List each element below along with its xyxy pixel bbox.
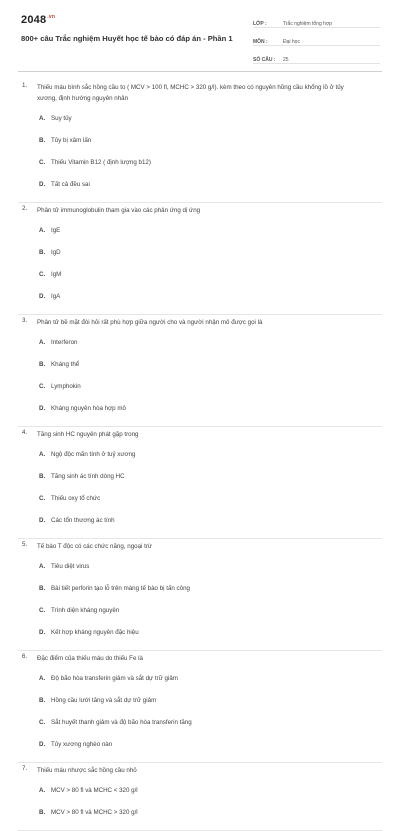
meta-label: MÔN : (253, 39, 268, 45)
option-c[interactable] (39, 492, 211, 506)
question-text: Thiếu máu bình sắc hồng cầu to ( MCV > 100 fl, MCHC > 320 g/l). kèm theo có nguyên hồng cầu khổng lồ ở tủy xương, định hướng nguyên nhân (37, 84, 344, 102)
option-text: IgD (51, 249, 61, 256)
site-logo[interactable] (21, 14, 55, 26)
option-a[interactable] (39, 336, 211, 350)
option-letter: A. (39, 787, 46, 794)
option-b[interactable] (39, 582, 211, 596)
option-c[interactable] (39, 156, 211, 170)
option-d[interactable] (39, 402, 211, 416)
question-number: 1. (22, 82, 28, 89)
option-letter: A. (39, 563, 46, 570)
option-text: Tất cả đều sai (51, 181, 90, 188)
document-title: 800+ câu Trắc nghiệm Huyết học tế bào có đáp án - Phần 1 (21, 34, 233, 43)
question-text: Đặc điểm của thiếu máu do thiếu Fe là (37, 655, 143, 662)
option-text: Sắt huyết thanh giảm và độ bão hòa transferin tăng (51, 719, 192, 726)
option-text: Kháng thể (51, 361, 80, 368)
option-text: MCV > 80 fl và MCHC < 320 g/l (51, 787, 138, 794)
option-letter: D. (39, 181, 46, 188)
option-text: Hồng cầu lưới tăng và sắt dự trữ giảm (51, 697, 157, 704)
meta-label: SỐ CÂU : (253, 57, 276, 63)
meta-value: Trắc nghiệm tổng hợp (283, 21, 332, 27)
option-letter: B. (39, 697, 46, 704)
question-number: 4. (22, 429, 28, 436)
option-text: IgE (51, 227, 61, 234)
question-list (0, 80, 400, 831)
option-d[interactable] (39, 178, 211, 192)
option-group (18, 216, 382, 314)
option-text: Bài tiết perforin tạo lỗ trên màng tế bào bị tấn công (51, 585, 190, 592)
option-c[interactable] (39, 716, 211, 730)
option-group (18, 664, 382, 762)
option-letter: C. (39, 495, 46, 502)
option-letter: C. (39, 159, 46, 166)
question-number: 2. (22, 205, 28, 212)
question-5 (18, 539, 382, 651)
question-1 (18, 80, 382, 203)
option-letter: B. (39, 809, 46, 816)
option-letter: B. (39, 473, 46, 480)
option-c[interactable] (39, 604, 211, 618)
meta-label: LỚP : (253, 21, 267, 27)
option-group (18, 552, 382, 650)
option-letter: D. (39, 405, 46, 412)
logo-main-text: 2048 (21, 14, 47, 26)
option-b[interactable] (39, 134, 211, 148)
option-letter: B. (39, 361, 46, 368)
option-b[interactable] (39, 694, 211, 708)
option-letter: C. (39, 607, 46, 614)
option-a[interactable] (39, 672, 211, 686)
meta-value: Đại học (283, 39, 300, 45)
option-letter: D. (39, 293, 46, 300)
option-letter: D. (39, 517, 46, 524)
option-d[interactable] (39, 290, 211, 304)
option-letter: C. (39, 383, 46, 390)
option-text: Kháng nguyên hòa hợp mô (51, 405, 126, 412)
option-group (18, 776, 382, 830)
option-text: IgM (51, 271, 62, 278)
option-d[interactable] (39, 514, 211, 528)
meta-row-class (253, 13, 380, 28)
option-letter: B. (39, 137, 46, 144)
option-letter: D. (39, 741, 46, 748)
question-6 (18, 651, 382, 763)
option-group (18, 328, 382, 426)
meta-row-count (253, 49, 380, 64)
option-text: Interferon (51, 339, 78, 346)
option-text: Tủy xương nghèo nàn (51, 741, 113, 748)
option-text: Các tổn thương ác tính (51, 517, 115, 524)
option-c[interactable] (39, 268, 211, 282)
option-b[interactable] (39, 246, 211, 260)
option-a[interactable] (39, 784, 211, 798)
option-b[interactable] (39, 358, 211, 372)
option-text: MCV > 80 fl và MCHC > 320 g/l (51, 809, 138, 816)
option-d[interactable] (39, 626, 211, 640)
option-text: Ngộ độc mãn tính ở tuỷ xương (51, 451, 136, 458)
option-a[interactable] (39, 560, 211, 574)
question-number: 7. (22, 765, 28, 772)
document-header (0, 0, 400, 70)
question-text: Tế bào T độc có các chức năng, ngoại trừ (37, 543, 153, 550)
option-b[interactable] (39, 806, 211, 820)
option-text: Thiếu Vitamin B12 ( định lượng b12) (51, 159, 151, 166)
option-letter: A. (39, 115, 46, 122)
option-text: Tủy bị xâm lấn (51, 137, 92, 144)
question-2 (18, 203, 382, 315)
option-c[interactable] (39, 380, 211, 394)
question-4 (18, 427, 382, 539)
option-text: IgA (51, 293, 61, 300)
question-number: 5. (22, 541, 28, 548)
document-meta (253, 13, 380, 67)
option-a[interactable] (39, 224, 211, 238)
logo-suffix: .vn (47, 14, 56, 20)
option-a[interactable] (39, 448, 211, 462)
option-letter: C. (39, 719, 46, 726)
question-number: 6. (22, 653, 28, 660)
option-b[interactable] (39, 470, 211, 484)
option-text: Suy tủy (51, 115, 72, 122)
question-text: Phân tử immunoglobulin tham gia vào các phản ứng dị ứng (37, 207, 201, 214)
option-group (18, 104, 382, 202)
option-letter: A. (39, 675, 46, 682)
option-text: Kết hợp kháng nguyên đặc hiệu (51, 629, 139, 636)
option-letter: B. (39, 585, 46, 592)
question-text: Tăng sinh HC nguyên phát gặp trong (37, 431, 139, 438)
option-letter: A. (39, 227, 46, 234)
header-divider (18, 71, 382, 72)
meta-row-subject (253, 31, 380, 46)
option-group (18, 440, 382, 538)
option-a[interactable] (39, 112, 211, 126)
option-text: Thiếu oxy tổ chức (51, 495, 101, 502)
option-d[interactable] (39, 738, 211, 752)
option-letter: A. (39, 339, 46, 346)
option-letter: A. (39, 451, 46, 458)
question-text: Thiếu máu nhược sắc hồng cầu nhỏ (37, 767, 137, 774)
option-text: Tiêu diệt virus (51, 563, 90, 570)
question-3 (18, 315, 382, 427)
option-text: Tăng sinh ác tính dòng HC (51, 473, 125, 480)
option-letter: B. (39, 249, 46, 256)
option-text: Độ bão hòa transferin giảm và sắt dự trữ giảm (51, 675, 178, 682)
option-letter: D. (39, 629, 46, 636)
option-text: Trình diện kháng nguyên (51, 607, 120, 614)
option-letter: C. (39, 271, 46, 278)
question-7 (18, 763, 382, 831)
option-text: Lymphokin (51, 383, 81, 390)
question-text: Phân tử bề mặt đòi hỏi rất phù hợp giữa người cho và người nhận mô được gọi là (37, 319, 263, 326)
meta-value: 25 (283, 57, 289, 63)
question-number: 3. (22, 317, 28, 324)
